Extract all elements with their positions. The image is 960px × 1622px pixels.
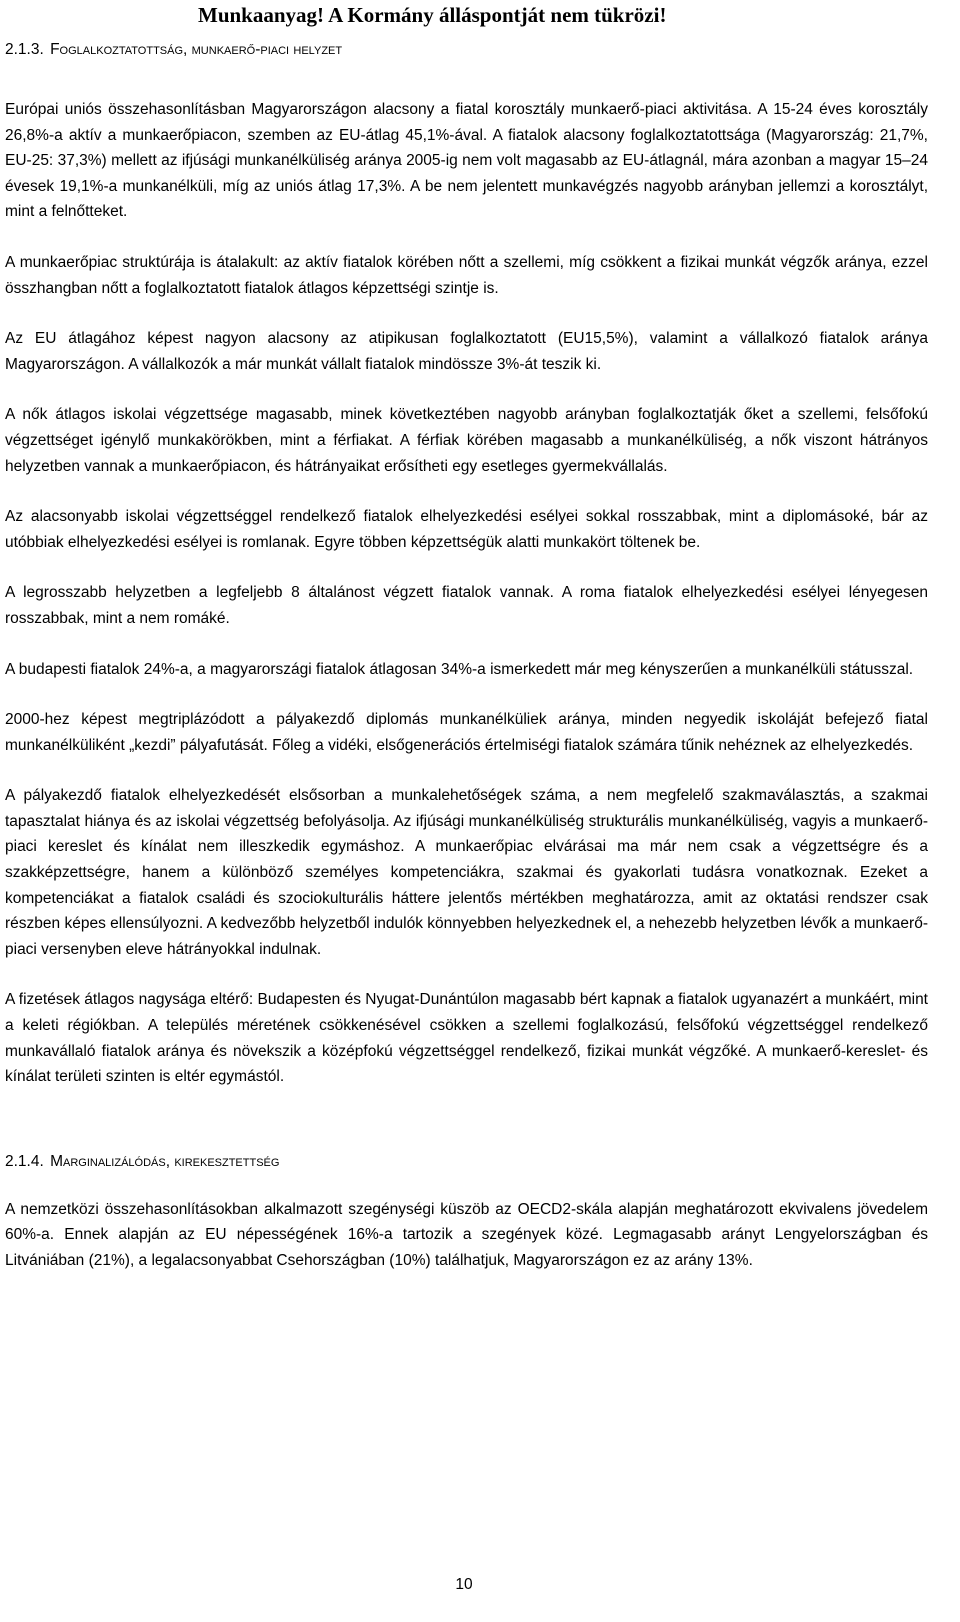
paragraph: A legrosszabb helyzetben a legfeljebb 8 általánost végzett fiatalok vannak. A roma fiatalok elhelyezkedési esélyei lényegesen rosszabbak, mint a nem romáké. <box>5 584 928 627</box>
paragraph: A nők átlagos iskolai végzettsége magasabb, minek következtében nagyobb arányban foglalkoztatják őket a szellemi, felsőfokú végzettséget igénylő munkakörökben, mint a férfiakat. A férfiak körében magasabb a munkanélküliség, a nők viszont hátrányos helyzetben vannak a munkaerőpiacon, és hátrányaikat erősítheti egy esetleges gyermekvállalás. <box>5 406 928 475</box>
section-number: 2.1.4. <box>5 1152 44 1170</box>
section-heading-2-1-4 <box>5 1152 928 1172</box>
section-heading-2-1-3 <box>5 40 928 60</box>
paragraph: A nemzetközi összehasonlításokban alkalmazott szegénységi küszöb az OECD2-skála alapján meghatározott ekvivalens jövedelem 60%-a. Ennek alapján az EU népességének 16%-a tartozik a szegények közé. Legmagasabb arányt Lengyelországban és Litvániában (21%), a legalacsonyabbat Csehországban (10%) találhatjuk, Magyarországon ez az arány 13%. <box>5 1200 928 1269</box>
paragraph: Európai uniós összehasonlításban Magyarországon alacsony a fiatal korosztály munkaerő-piaci aktivitása. A 15-24 éves korosztály 26,8%-a aktív a munkaerőpiacon, szemben az EU-átlag 45,1%-ával. A fiatalok alacsony foglalkoztatottsága (Magyarország: 21,7%, EU-25: 37,3%) mellett az ifjúsági munkanélküliség aránya 2005-ig nem volt magasabb az EU-átlagnál, mára azonban a magyar 15–24 évesek 19,1%-a munkanélküli, míg az uniós átlag 17,3%. A be nem jelentett munkavégzés nagyobb arányban jellemzi a korosztályt, mint a felnőtteket. <box>5 101 928 221</box>
paragraph: A budapesti fiatalok 24%-a, a magyarországi fiatalok átlagosan 34%-a ismerkedett már meg kényszerűen a munkanélküli státusszal. <box>5 660 914 678</box>
watermark-banner: Munkaanyag! A Kormány álláspontját nem tükrözi! <box>198 3 667 27</box>
paragraph: A fizetések átlagos nagysága eltérő: Budapesten és Nyugat-Dunántúlon magasabb bért kapnak a fiatalok ugyanazért a munkáért, mint a keleti régiókban. A település méretének csökkenésével csökken a szellemi foglalkozású, felsőfokú végzettséggel rendelkező munkavállaló fiatalok aránya és növekszik a középfokú végzettséggel rendelkező, fizikai munkát végzőké. A munkaerő-kereslet- és kínálat területi szinten is eltér egymástól. <box>5 991 928 1086</box>
paragraph: Az EU átlagához képest nagyon alacsony az atipikusan foglalkoztatott (EU15,5%), valamint a vállalkozó fiatalok aránya Magyarországon. A vállalkozók a már munkát vállalt fiatalok mindössze 3%-át teszik ki. <box>5 330 928 373</box>
page-number: 10 <box>455 1576 473 1593</box>
paragraph: 2000-hez képest megtriplázódott a pályakezdő diplomás munkanélküliek aránya, minden negyedik iskoláját befejező fiatal munkanélküliként „kezdi” pályafutását. Főleg a vidéki, elsőgenerációs értelmiségi fiatalok számára tűnik nehéznek az elhelyezkedés. <box>5 711 928 754</box>
section-title: Foglalkoztatottság, munkaerő-piaci helyzet <box>50 41 343 58</box>
paragraph: Az alacsonyabb iskolai végzettséggel rendelkező fiatalok elhelyezkedési esélyei sokkal rosszabbak, mint a diplomásoké, bár az utóbbiak elhelyezkedési esélyei is romlanak. Egyre többen képzettségük alatti munkakört töltenek be. <box>5 508 928 551</box>
paragraph: A munkaerőpiac struktúrája is átalakult: az aktív fiatalok körében nőtt a szellemi, míg csökkent a fizikai munkát végzők aránya, ezzel összhangban nőtt a foglalkoztatott fiatalok átlagos képzettségi szintje is. <box>5 253 928 297</box>
paragraph: A pályakezdő fiatalok elhelyezkedését elsősorban a munkalehetőségek száma, a nem megfelelő szakmaválasztás, a szakmai tapasztalat hiánya és az iskolai végzettség befolyásolja. Az ifjúsági munkanélküliség strukturális munkanélküliség, vagyis a munkaerő-piaci kereslet és kínálat nem illeszkedik egymáshoz. A munkaerőpiac elvárásai ma már nem csak a végzettségre és a szakképzettségre, hanem a különböző személyes kompetenciákra, szakmai és gyakorlati tudásra vonatkoznak. Ezeket a kompetenciákat a fiatalok családi és szociokulturális háttere jelentős mértékben meghatározza, amit az oktatási rendszer csak részben képes ellensúlyozni. A kedvezőbb helyzetből indulók könnyebben helyezkednek el, a nehezebb helyzetben lévők a munkaerő-piaci versenyben eleve hátrányokkal indulnak. <box>5 787 928 958</box>
section-title: Marginalizálódás, kirekesztettség <box>50 1152 280 1170</box>
section-number: 2.1.3. <box>5 41 44 58</box>
document-body <box>5 40 928 1299</box>
